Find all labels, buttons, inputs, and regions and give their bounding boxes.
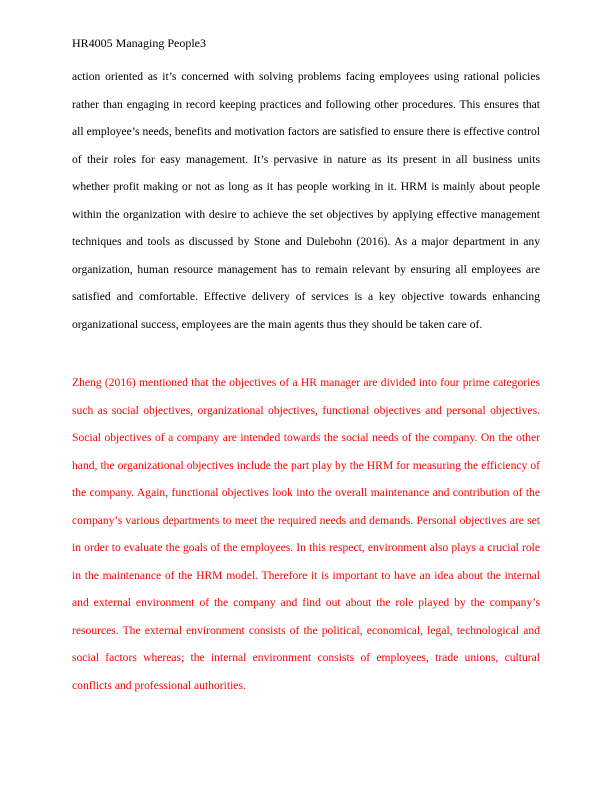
running-header: HR4005 Managing People3 bbox=[72, 36, 206, 50]
body-paragraph-hr-objectives: Zheng (2016) mentioned that the objectives of a HR manager are divided into four prime categories such as social objectives, organizational objectives, functional objectives and personal objectives. Social objectives of a company are intended towards the social needs of the company. On the other hand, the organizational objectives include the part play by the HRM for measuring the efficiency of the company. Again, functional objectives look into the overall maintenance and contribution of the company’s various departments to meet the required needs and demands. Personal objectives are set in order to evaluate the goals of the employees. In this respect, environment also plays a crucial role in the maintenance of the HRM model. Therefore it is important to have an idea about the internal and external environment of the company and find out about the role played by the company’s resources. The external environment consists of the political, economical, legal, technological and social factors whereas; the internal environment consists of employees, trade unions, cultural conflicts and professional authorities. bbox=[72, 376, 540, 692]
body-paragraph-hrm-nature: action oriented as it’s concerned with solving problems facing employees using rational policies rather than engaging in record keeping practices and following other procedures. This ensures that all employee’s needs, benefits and motivation factors are satisfied to ensure there is effective control of their roles for easy management. It’s pervasive in nature as its present in all business units whether profit making or not as long as it has people working in it. HRM is mainly about people within the organization with desire to achieve the set objectives by applying effective management techniques and tools as discussed by Stone and Dulebohn (2016). As a major department in any organization, human resource management has to remain relevant by ensuring all employees are satisfied and comfortable. Effective delivery of services is a key objective towards enhancing organizational success, employees are the main agents thus they should be taken care of. bbox=[72, 70, 540, 331]
